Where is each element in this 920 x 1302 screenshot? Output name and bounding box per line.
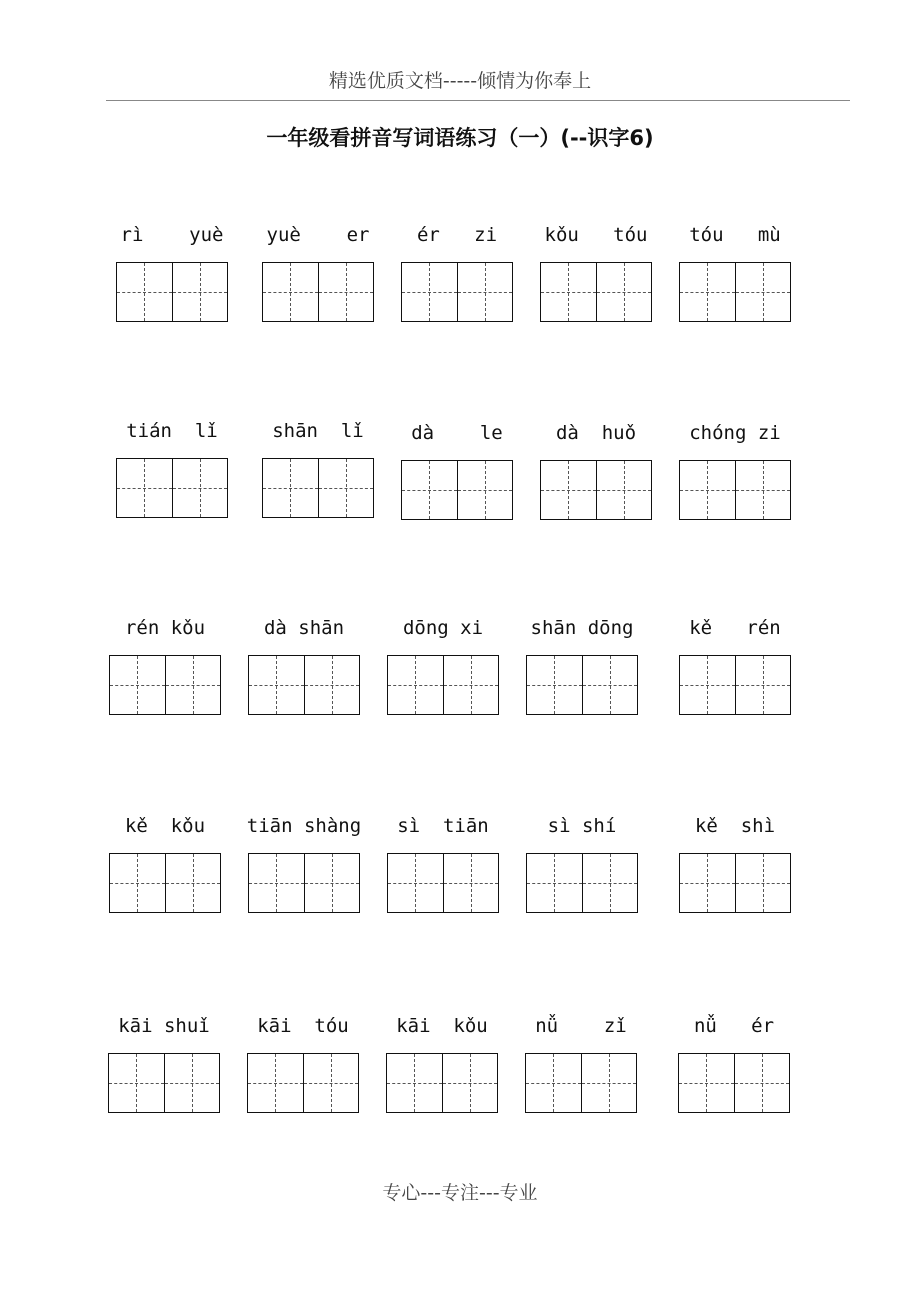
writing-grid[interactable] xyxy=(525,1053,637,1113)
writing-grid[interactable] xyxy=(262,458,374,518)
pinyin-label: kāi kǒu xyxy=(396,1015,488,1037)
page-title: 一年级看拼音写词语练习（一）(--识字6) xyxy=(266,126,654,150)
pinyin-label: sì tiān xyxy=(397,815,489,837)
writing-grid[interactable] xyxy=(116,262,228,322)
pinyin-label: tóu mù xyxy=(689,224,781,246)
word-item xyxy=(679,422,791,522)
word-item xyxy=(108,1015,220,1115)
writing-grid[interactable] xyxy=(109,655,221,715)
word-item xyxy=(248,815,360,915)
pinyin-label: ér zi xyxy=(416,224,498,246)
writing-grid[interactable] xyxy=(248,655,360,715)
writing-grid[interactable] xyxy=(401,460,513,520)
writing-grid[interactable] xyxy=(387,853,499,913)
word-item xyxy=(526,617,638,717)
word-item xyxy=(526,815,638,915)
word-item xyxy=(247,1015,359,1115)
writing-grid[interactable] xyxy=(679,853,791,913)
pinyin-label: nǚ zǐ xyxy=(535,1015,627,1037)
word-item xyxy=(387,815,499,915)
pinyin-label: kě rén xyxy=(689,617,781,639)
page-footer: 专心---专注---专业 xyxy=(382,1182,538,1204)
writing-grid[interactable] xyxy=(401,262,513,322)
writing-grid[interactable] xyxy=(387,655,499,715)
pinyin-label: tián lǐ xyxy=(126,420,218,442)
word-item xyxy=(540,422,652,522)
word-item xyxy=(262,420,374,520)
pinyin-label: dà shān xyxy=(263,617,345,639)
word-item xyxy=(401,224,513,324)
writing-grid[interactable] xyxy=(248,853,360,913)
writing-grid[interactable] xyxy=(386,1053,498,1113)
word-item xyxy=(109,815,221,915)
pinyin-label: shān lǐ xyxy=(272,420,364,442)
pinyin-label: dà huǒ xyxy=(555,422,637,444)
pinyin-label: chóng zi xyxy=(689,422,781,444)
word-item xyxy=(109,617,221,717)
pinyin-label: kǒu tóu xyxy=(544,224,648,246)
writing-grid[interactable] xyxy=(116,458,228,518)
pinyin-label: rì yuè xyxy=(120,224,224,246)
writing-grid[interactable] xyxy=(678,1053,790,1113)
pinyin-label: rén kǒu xyxy=(124,617,206,639)
writing-grid[interactable] xyxy=(679,262,791,322)
word-item xyxy=(679,617,791,717)
pinyin-label: dōng xi xyxy=(402,617,484,639)
header-divider xyxy=(106,100,850,101)
word-item xyxy=(262,224,374,324)
word-item xyxy=(116,224,228,324)
pinyin-label: sì shí xyxy=(547,815,617,837)
word-item xyxy=(525,1015,637,1115)
writing-grid[interactable] xyxy=(109,853,221,913)
writing-grid[interactable] xyxy=(540,460,652,520)
word-item xyxy=(248,617,360,717)
word-item xyxy=(679,224,791,324)
writing-grid[interactable] xyxy=(540,262,652,322)
pinyin-label: dà le xyxy=(411,422,503,444)
word-item xyxy=(387,617,499,717)
writing-grid[interactable] xyxy=(679,655,791,715)
word-item xyxy=(401,422,513,522)
pinyin-label: yuè er xyxy=(266,224,370,246)
pinyin-label: shān dōng xyxy=(530,617,634,639)
writing-grid[interactable] xyxy=(247,1053,359,1113)
writing-grid[interactable] xyxy=(679,460,791,520)
pinyin-label: tiān shàng xyxy=(246,815,362,837)
word-item xyxy=(679,815,791,915)
word-item xyxy=(678,1015,790,1115)
word-item xyxy=(386,1015,498,1115)
pinyin-label: kě shì xyxy=(694,815,776,837)
word-item xyxy=(540,224,652,324)
pinyin-label: kāi shuǐ xyxy=(118,1015,210,1037)
pinyin-label: nǚ ér xyxy=(693,1015,775,1037)
writing-grid[interactable] xyxy=(526,655,638,715)
pinyin-label: kāi tóu xyxy=(257,1015,349,1037)
writing-grid[interactable] xyxy=(262,262,374,322)
writing-grid[interactable] xyxy=(108,1053,220,1113)
page-header: 精选优质文档-----倾情为你奉上 xyxy=(328,70,592,92)
writing-grid[interactable] xyxy=(526,853,638,913)
word-item xyxy=(116,420,228,520)
pinyin-label: kě kǒu xyxy=(124,815,206,837)
